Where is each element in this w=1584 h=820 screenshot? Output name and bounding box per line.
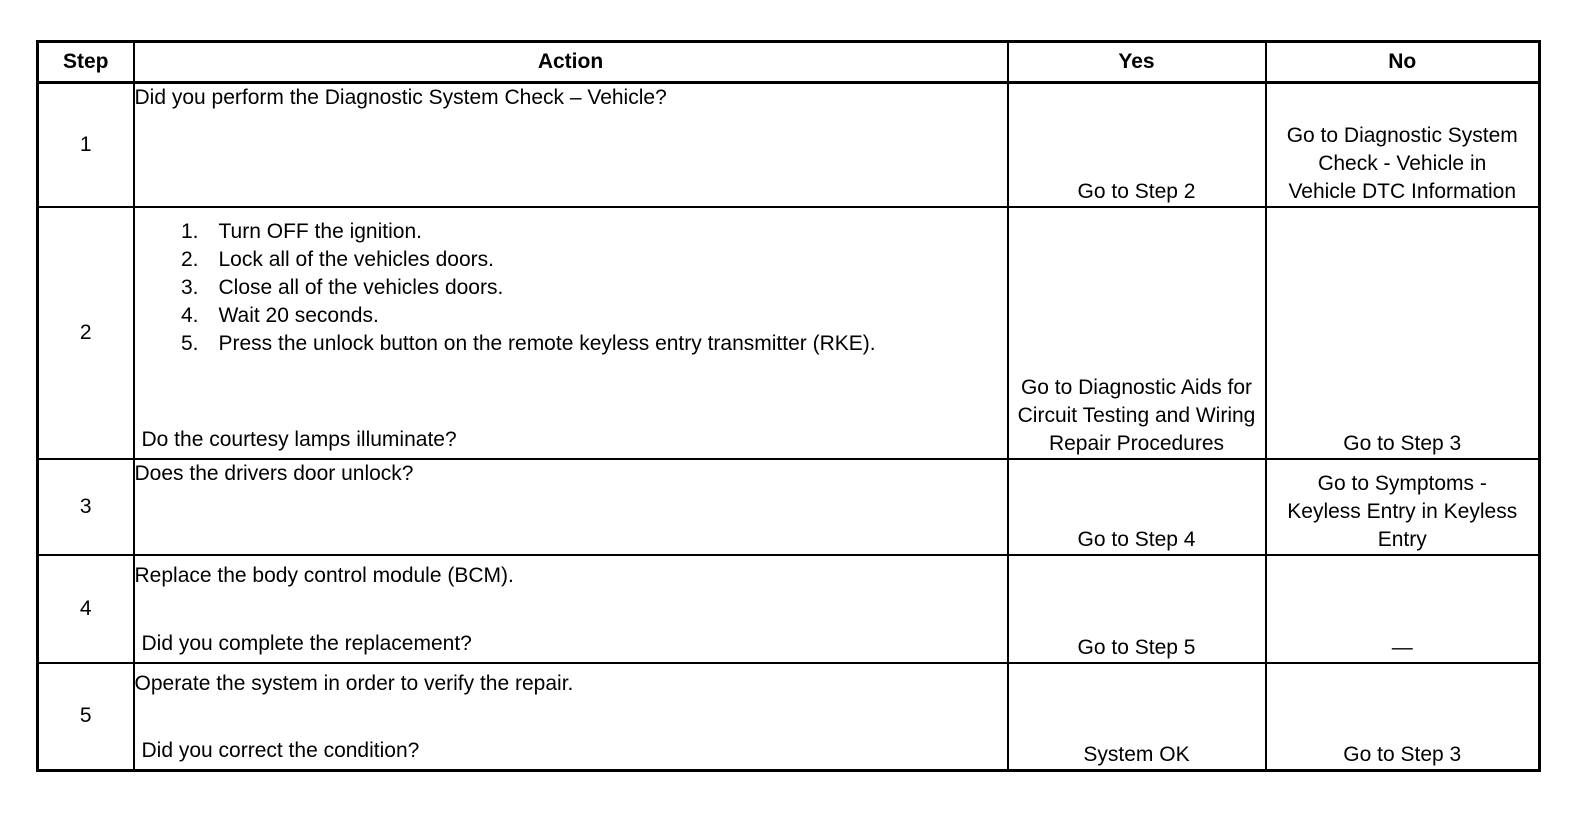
list-item: Wait 20 seconds. <box>218 303 379 327</box>
step-number: 5 <box>38 663 134 771</box>
no-cell: — <box>1266 555 1540 663</box>
action-cell <box>134 83 1008 207</box>
list-item: Turn OFF the ignition. <box>218 219 422 243</box>
table-row <box>38 555 1540 663</box>
step-number: 4 <box>38 555 134 663</box>
action-question: Did you complete the replacement? <box>141 631 472 655</box>
action-question: Did you correct the condition? <box>141 739 420 762</box>
no-cell: Go to Step 3 <box>1266 663 1540 771</box>
table-row <box>38 663 1540 771</box>
yes-cell: Go to Step 5 <box>1008 555 1266 663</box>
header-step: Step <box>38 42 134 83</box>
header-yes: Yes <box>1008 42 1266 83</box>
list-item: Lock all of the vehicles doors. <box>218 247 494 271</box>
action-cell <box>134 459 1008 555</box>
list-item: Close all of the vehicles doors. <box>218 275 504 299</box>
action-question: Do the courtesy lamps illuminate? <box>141 427 457 451</box>
no-cell: Go to Diagnostic System Check - Vehicle in Vehicle DTC Information <box>1266 83 1540 207</box>
action-text: Operate the system in order to verify the repair. <box>134 671 574 695</box>
action-text: Does the drivers door unlock? <box>134 461 414 485</box>
step-number: 3 <box>38 459 134 555</box>
action-steps-list <box>135 218 1007 358</box>
action-text: Did you perform the Diagnostic System Check – Vehicle? <box>134 86 667 109</box>
action-cell <box>134 207 1008 459</box>
step-number: 1 <box>38 83 134 207</box>
action-cell <box>134 555 1008 663</box>
table-row <box>38 207 1540 459</box>
yes-cell: Go to Step 2 <box>1008 83 1266 207</box>
list-item: Press the unlock button on the remote keyless entry transmitter (RKE). <box>218 331 876 355</box>
header-no: No <box>1266 42 1540 83</box>
no-cell: Go to Step 3 <box>1266 207 1540 459</box>
action-cell <box>134 663 1008 771</box>
table-row <box>38 83 1540 207</box>
no-cell: Go to Symptoms - Keyless Entry in Keyless Entry <box>1266 459 1540 555</box>
yes-cell: System OK <box>1008 663 1266 771</box>
table-row <box>38 459 1540 555</box>
action-text: Replace the body control module (BCM). <box>134 563 514 587</box>
yes-cell: Go to Step 4 <box>1008 459 1266 555</box>
header-action: Action <box>134 42 1008 83</box>
yes-cell: Go to Diagnostic Aids for Circuit Testing and Wiring Repair Procedures <box>1008 207 1266 459</box>
header-row <box>38 42 1540 83</box>
diagnostic-table <box>36 40 1541 772</box>
step-number: 2 <box>38 207 134 459</box>
